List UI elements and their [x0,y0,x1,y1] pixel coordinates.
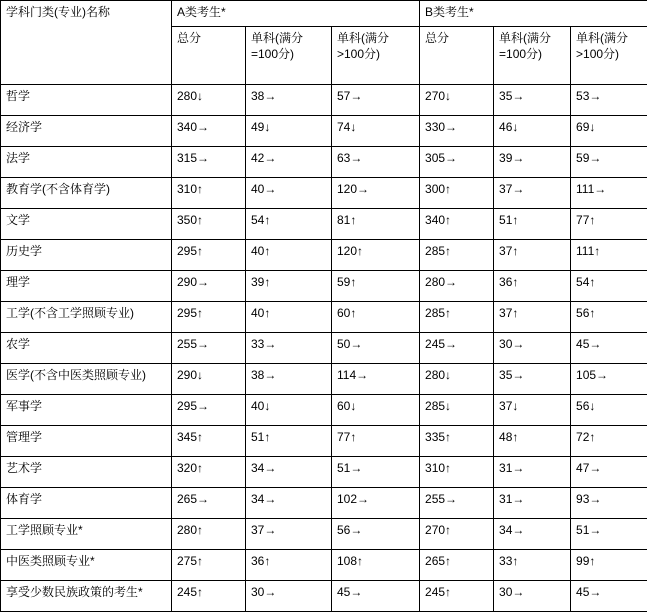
cell-a-total: 315→ [172,147,246,178]
cell-b-single-eq: 35→ [494,85,571,116]
cell-a-total: 280↑ [172,519,246,550]
cell-a-total: 350↑ [172,209,246,240]
cell-a-single-eq: 49↓ [246,116,332,147]
header-a-single-eq-line1: 单科(满分 [251,30,326,46]
cell-b-total: 270↑ [420,519,494,550]
cell-a-single-gt: 108↑ [332,550,420,581]
row-category: 法学 [1,147,172,178]
table-row [1,488,647,519]
cell-a-single-eq: 51↑ [246,426,332,457]
cell-b-single-eq: 39→ [494,147,571,178]
cell-a-single-eq: 54↑ [246,209,332,240]
cell-a-single-gt: 77↑ [332,426,420,457]
row-category: 理学 [1,271,172,302]
cell-b-single-eq: 46↓ [494,116,571,147]
table-row [1,519,647,550]
cell-b-total: 280↓ [420,364,494,395]
cell-b-total: 340↑ [420,209,494,240]
cell-a-single-eq: 34→ [246,488,332,519]
header-b-single-gt [571,27,647,85]
row-category: 管理学 [1,426,172,457]
cell-b-single-eq: 31→ [494,457,571,488]
cell-a-total: 320↑ [172,457,246,488]
cell-b-single-gt: 51→ [571,519,647,550]
header-a-single-eq [246,27,332,85]
header-row-label: 学科门类(专业)名称 [1,1,172,85]
cell-a-single-gt: 60↓ [332,395,420,426]
header-b-single-eq [494,27,571,85]
cell-b-single-gt: 69↓ [571,116,647,147]
cell-b-total: 255→ [420,488,494,519]
cell-a-single-eq: 40↓ [246,395,332,426]
row-category: 享受少数民族政策的考生* [1,581,172,612]
cell-b-single-gt: 53→ [571,85,647,116]
cell-b-single-eq: 35→ [494,364,571,395]
header-group-b: B类考生* [420,1,647,27]
cell-a-total: 280↓ [172,85,246,116]
cell-a-total: 295↑ [172,240,246,271]
cell-a-single-eq: 30→ [246,581,332,612]
table-row [1,581,647,612]
cell-b-single-gt: 56↓ [571,395,647,426]
cell-b-total: 280→ [420,271,494,302]
table-row [1,116,647,147]
cell-b-total: 265↑ [420,550,494,581]
row-category: 工学照顾专业* [1,519,172,550]
cell-b-total: 285↑ [420,240,494,271]
row-category: 艺术学 [1,457,172,488]
cell-a-single-eq: 33→ [246,333,332,364]
row-category: 教育学(不含体育学) [1,178,172,209]
row-category: 哲学 [1,85,172,116]
cell-b-single-gt: 59→ [571,147,647,178]
cell-a-total: 265→ [172,488,246,519]
cell-a-single-gt: 102→ [332,488,420,519]
cell-a-total: 295→ [172,395,246,426]
cell-a-single-gt: 50→ [332,333,420,364]
cell-b-total: 310↑ [420,457,494,488]
table-row [1,550,647,581]
row-category: 中医类照顾专业* [1,550,172,581]
row-category: 经济学 [1,116,172,147]
table-row [1,364,647,395]
cell-a-single-gt: 74↓ [332,116,420,147]
cell-b-single-eq: 37↑ [494,240,571,271]
cell-a-single-eq: 39↑ [246,271,332,302]
cell-b-total: 285↓ [420,395,494,426]
row-category: 历史学 [1,240,172,271]
cell-b-single-gt: 93→ [571,488,647,519]
table-row [1,240,647,271]
row-category: 医学(不含中医类照顾专业) [1,364,172,395]
cell-a-total: 275↑ [172,550,246,581]
cell-b-total: 245→ [420,333,494,364]
cell-b-single-eq: 37↑ [494,302,571,333]
table-row [1,395,647,426]
cell-a-total: 290→ [172,271,246,302]
cell-a-single-gt: 57→ [332,85,420,116]
cell-a-single-gt: 60↑ [332,302,420,333]
cell-b-total: 300↑ [420,178,494,209]
cell-a-single-eq: 38→ [246,364,332,395]
cell-b-single-eq: 30→ [494,581,571,612]
cell-b-single-eq: 48↑ [494,426,571,457]
header-a-single-gt-line2: >100分) [337,46,414,62]
header-b-single-gt-line2: >100分) [576,46,642,62]
header-a-single-gt [332,27,420,85]
header-a-total: 总分 [172,27,246,85]
cell-b-single-eq: 37→ [494,178,571,209]
table-row [1,426,647,457]
cell-a-single-gt: 120→ [332,178,420,209]
cell-a-total: 290↓ [172,364,246,395]
cell-b-single-eq: 31→ [494,488,571,519]
cell-a-single-eq: 42→ [246,147,332,178]
cell-a-single-eq: 40↑ [246,240,332,271]
cell-a-total: 310↑ [172,178,246,209]
row-category: 文学 [1,209,172,240]
cell-a-single-eq: 36↑ [246,550,332,581]
cell-b-total: 245↑ [420,581,494,612]
table-row [1,271,647,302]
header-a-single-eq-line2: =100分) [251,46,326,62]
header-group-a: A类考生* [172,1,420,27]
cell-b-single-eq: 37↓ [494,395,571,426]
cell-b-single-gt: 45→ [571,333,647,364]
cell-a-single-eq: 40→ [246,178,332,209]
cell-b-total: 285↑ [420,302,494,333]
cell-b-single-gt: 54↑ [571,271,647,302]
cell-a-single-gt: 59↑ [332,271,420,302]
table-row [1,178,647,209]
cell-a-total: 255→ [172,333,246,364]
cell-a-single-eq: 37→ [246,519,332,550]
table-header-group-row [1,1,647,27]
table-row [1,209,647,240]
cell-a-single-gt: 63→ [332,147,420,178]
cell-b-single-gt: 105→ [571,364,647,395]
cell-b-single-gt: 99↑ [571,550,647,581]
cell-a-total: 345↑ [172,426,246,457]
cell-b-total: 335↑ [420,426,494,457]
row-category: 体育学 [1,488,172,519]
table-row [1,85,647,116]
cell-a-single-gt: 51→ [332,457,420,488]
cell-b-total: 305→ [420,147,494,178]
cell-a-single-gt: 81↑ [332,209,420,240]
header-b-single-gt-line1: 单科(满分 [576,30,642,46]
cell-a-single-eq: 40↑ [246,302,332,333]
cell-b-total: 330→ [420,116,494,147]
cell-a-single-gt: 56→ [332,519,420,550]
cell-b-single-eq: 34→ [494,519,571,550]
table-row [1,457,647,488]
cell-b-single-eq: 51↑ [494,209,571,240]
header-a-single-gt-line1: 单科(满分 [337,30,414,46]
table-row [1,302,647,333]
cell-b-single-gt: 72↑ [571,426,647,457]
cell-a-single-gt: 45→ [332,581,420,612]
cell-a-total: 295↑ [172,302,246,333]
header-b-total: 总分 [420,27,494,85]
header-b-single-eq-line2: =100分) [499,46,565,62]
table-row [1,333,647,364]
row-category: 农学 [1,333,172,364]
cell-b-single-gt: 111↑ [571,240,647,271]
cell-b-total: 270↓ [420,85,494,116]
cell-b-single-eq: 36↑ [494,271,571,302]
cell-a-total: 340→ [172,116,246,147]
cell-a-single-gt: 120↑ [332,240,420,271]
cell-a-single-eq: 38→ [246,85,332,116]
cell-b-single-gt: 77↑ [571,209,647,240]
cell-a-single-gt: 114→ [332,364,420,395]
cell-b-single-eq: 30→ [494,333,571,364]
cell-b-single-gt: 56↑ [571,302,647,333]
header-b-single-eq-line1: 单科(满分 [499,30,565,46]
row-category: 工学(不含工学照顾专业) [1,302,172,333]
cell-b-single-gt: 45→ [571,581,647,612]
cell-b-single-gt: 47→ [571,457,647,488]
cell-b-single-eq: 33↑ [494,550,571,581]
cell-a-single-eq: 34→ [246,457,332,488]
cell-b-single-gt: 111→ [571,178,647,209]
row-category: 军事学 [1,395,172,426]
table-row [1,147,647,178]
cell-a-total: 245↑ [172,581,246,612]
